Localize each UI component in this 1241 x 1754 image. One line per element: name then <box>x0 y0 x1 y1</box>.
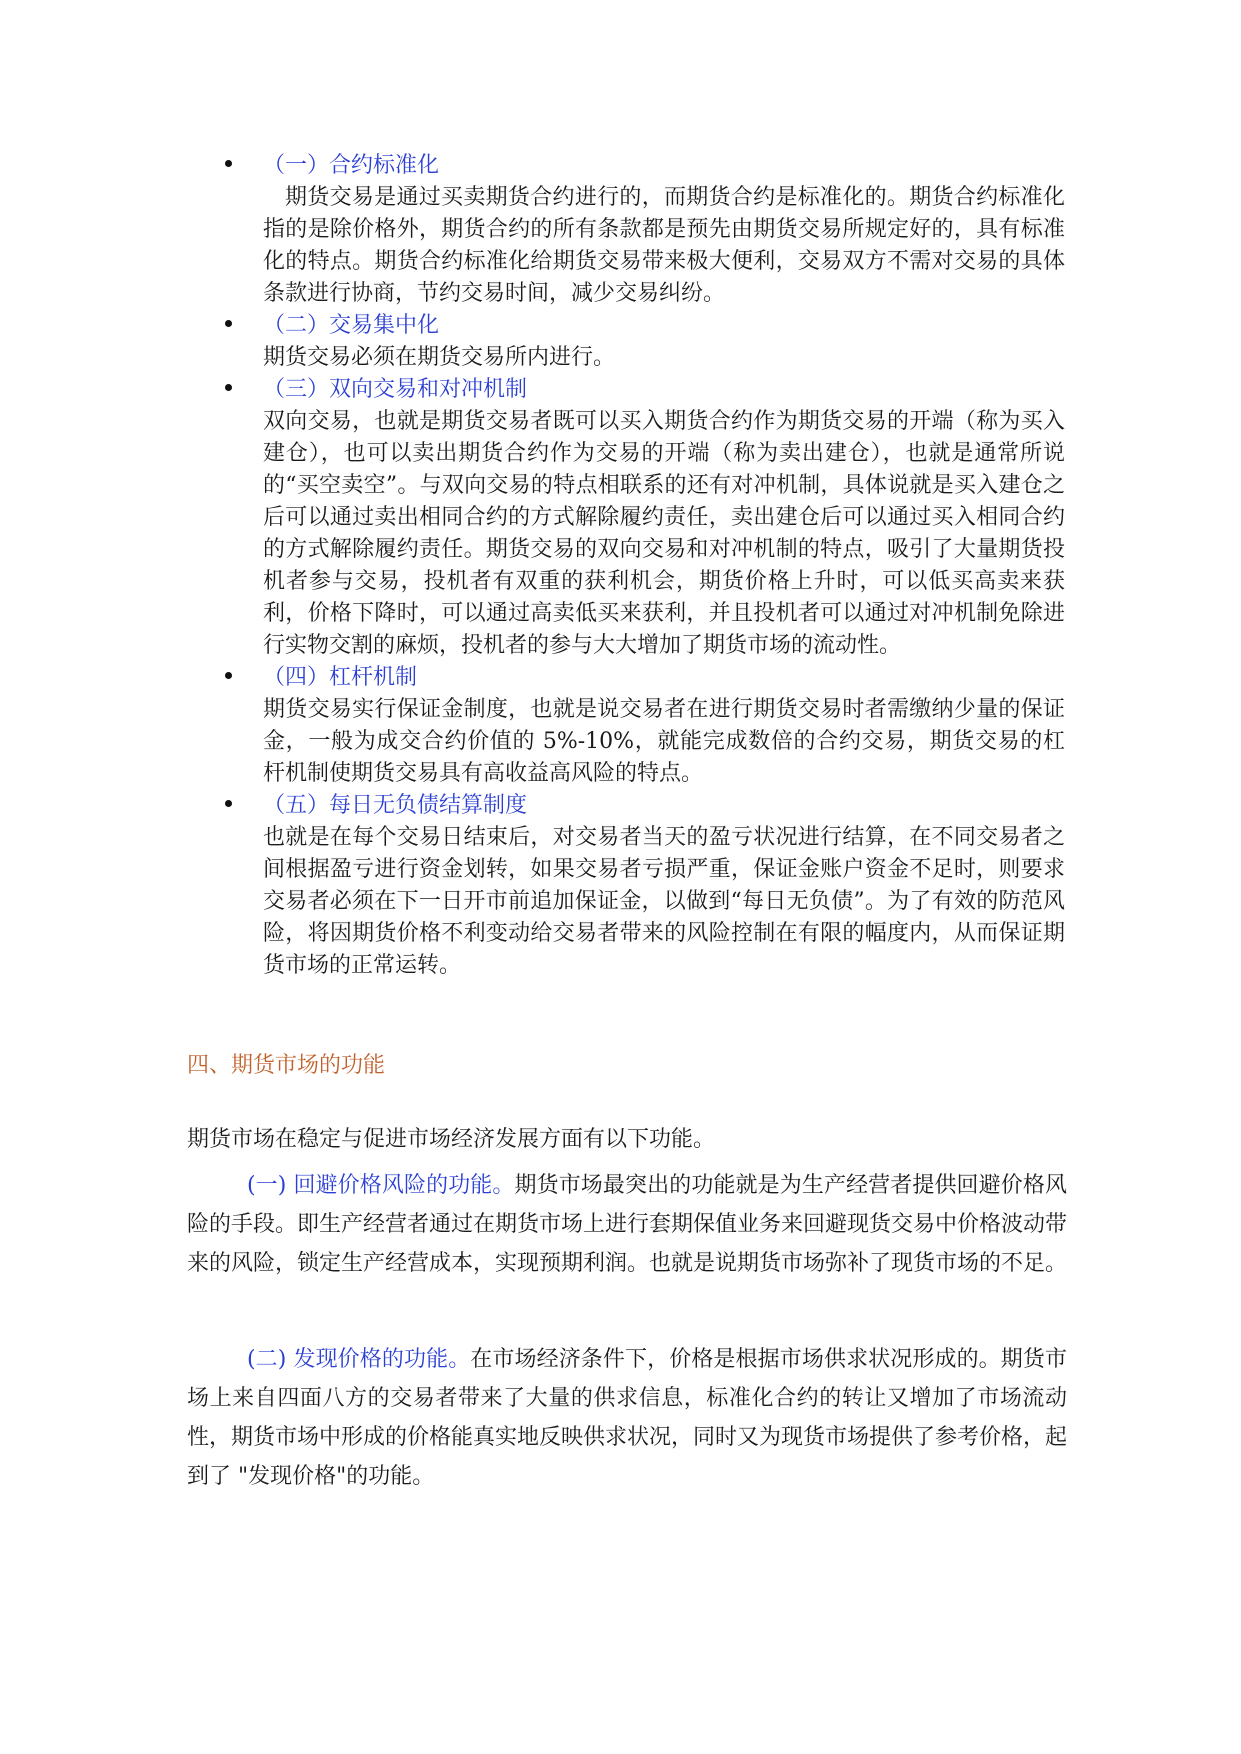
feature-list <box>225 150 1065 982</box>
function-body: 在市场经济条件下，价格是根据市场供求状况形成的。期货市场上来自四面八方的交易者带来了大量的供求信息，标准化合约的转让又增加了市场流动性，期货市场中形成的价格能真实地反映供求状况，同时又为现货市场提供了参考价格，起到了 "发现价格"的功能。 <box>187 1347 1068 1489</box>
list-item <box>225 790 1065 982</box>
list-item <box>225 662 1065 790</box>
feature-body: 期货交易必须在期货交易所内进行。 <box>263 345 616 370</box>
feature-title: （一）合约标准化 <box>263 153 440 178</box>
feature-title: （五）每日无负债结算制度 <box>263 793 528 818</box>
feature-body: 期货交易是通过买卖期货合约进行的，而期货合约是标准化的。期货合约标准化指的是除价格外，期货合约的所有条款都是预先由期货交易所规定好的，具有标准化的特点。期货合约标准化给期货交易带来极大便利，交易双方不需对交易的具体条款进行协商，节约交易时间，减少交易纠纷。 <box>263 185 1065 306</box>
bullet-icon <box>225 384 232 391</box>
list-item <box>225 150 1065 310</box>
bullet-icon <box>225 800 232 807</box>
list-item <box>225 374 1065 662</box>
feature-title: （三）双向交易和对冲机制 <box>263 377 528 402</box>
section-intro: 期货市场在稳定与促进市场经济发展方面有以下功能。 <box>187 1127 716 1152</box>
function-body: 期货市场最突出的功能就是为生产经营者提供回避价格风险的手段。即生产经营者通过在期货市场上进行套期保值业务来回避现货交易中价格波动带来的风险，锁定生产经营成本，实现预期利润。也就是说期货市场弥补了现货市场的不足。 <box>187 1173 1068 1276</box>
feature-body: 也就是在每个交易日结束后，对交易者当天的盈亏状况进行结算，在不同交易者之间根据盈亏进行资金划转，如果交易者亏损严重，保证金账户资金不足时，则要求交易者必须在下一日开市前追加保证金，以做到“每日无负债”。为了有效的防范风险，将因期货价格不利变动给交易者带来的风险控制在有限的幅度内，从而保证期货市场的正常运转。 <box>263 825 1065 978</box>
feature-body: 期货交易实行保证金制度，也就是说交易者在进行期货交易时者需缴纳少量的保证金，一般为成交合约价值的 5%-10%，就能完成数倍的合约交易，期货交易的杠杆机制使期货交易具有高收益高风险的特点。 <box>263 697 1065 786</box>
section-heading: 四、期货市场的功能 <box>187 1053 386 1078</box>
bullet-icon <box>225 160 232 167</box>
function-lead: (二) 发现价格的功能。 <box>247 1347 471 1372</box>
function-lead: (一) 回避价格风险的功能。 <box>247 1173 515 1198</box>
feature-body: 双向交易，也就是期货交易者既可以买入期货合约作为期货交易的开端（称为买入建仓），也可以卖出期货合约作为交易的开端（称为卖出建仓），也就是通常所说的“买空卖空”。与双向交易的特点相联系的还有对冲机制，具体说就是买入建仓之后可以通过卖出相同合约的方式解除履约责任，卖出建仓后可以通过买入相同合约的方式解除履约责任。期货交易的双向交易和对冲机制的特点，吸引了大量期货投机者参与交易，投机者有双重的获利机会，期货价格上升时，可以低买高卖来获利，价格下降时，可以通过高卖低买来获利，并且投机者可以通过对冲机制免除进行实物交割的麻烦，投机者的参与大大增加了期货市场的流动性。 <box>263 409 1065 658</box>
list-item <box>225 310 1065 374</box>
bullet-icon <box>225 320 232 327</box>
bullet-icon <box>225 672 232 679</box>
feature-title: （二）交易集中化 <box>263 313 440 338</box>
feature-title: （四）杠杆机制 <box>263 665 418 690</box>
function-paragraph <box>187 1166 1067 1283</box>
function-paragraph <box>187 1340 1067 1496</box>
